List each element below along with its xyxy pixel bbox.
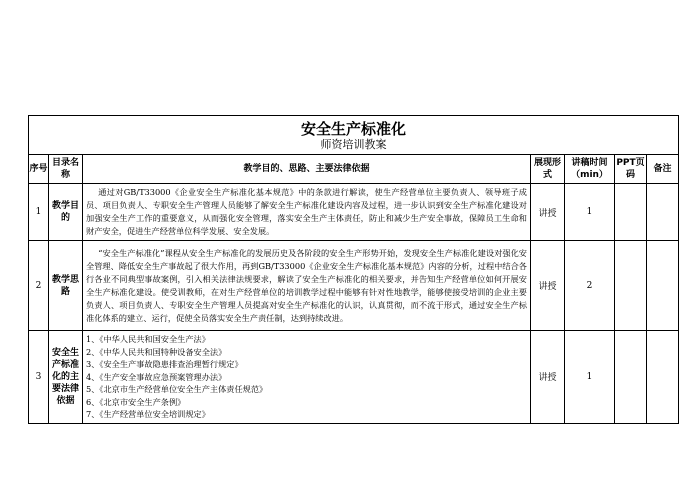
row-form: 讲授 [531, 184, 565, 241]
row-content [83, 241, 531, 331]
header-time: 讲稿时间（min） [565, 155, 615, 184]
row-ppt [615, 184, 647, 241]
header-seq: 序号 [29, 155, 49, 184]
row-seq: 3 [29, 331, 49, 424]
row-ppt [615, 331, 647, 424]
row-seq: 1 [29, 184, 49, 241]
list-item: 1、《中华人民共和国安全生产法》 [86, 334, 210, 344]
document-title: 安全生产标准化 [301, 120, 407, 138]
row-time: 1 [565, 331, 615, 424]
table-row [29, 331, 679, 424]
lesson-plan-table [28, 115, 679, 424]
row-name: 安全生产标准化的主要法律依据 [49, 331, 83, 424]
header-ppt: PPT页码 [615, 155, 647, 184]
row-form: 讲授 [531, 241, 565, 331]
row-remark [647, 331, 679, 424]
title-cell [29, 116, 679, 155]
document-subtitle: 师资培训教案 [320, 138, 387, 151]
list-item: 4、《生产安全事故应急预案管理办法》 [86, 371, 227, 382]
row-time: 1 [565, 184, 615, 241]
law-list [86, 333, 527, 421]
row-time: 2 [565, 241, 615, 331]
row-content-text: 通过对GB/T33000《企业安全生产标准化基本规范》中的条款进行解读，使生产经营单位主要负责人、领导班子成员、项目负责人、专职安全生产管理人员能够了解安全生产标准化建设内容及过程，进一步认识到安全生产标准化建设对加强安全生产工作的重要意义，从而强化安全管理，落实安全生产主体责任，防止和减少生产安全事故，保障员工生命和财产安全，促进生产经营单位科学发展、安全发展。 [86, 187, 527, 236]
row-name: 教学目的 [49, 184, 83, 241]
lesson-plan-document [28, 115, 678, 424]
list-item: 7、《生产经营单位安全培训规定》 [86, 409, 210, 419]
table-row [29, 184, 679, 241]
row-ppt [615, 241, 647, 331]
list-item: 3、《安全生产事故隐患排查治理暂行规定》 [86, 359, 243, 369]
header-name: 目录名称 [49, 155, 83, 184]
row-form: 讲授 [531, 331, 565, 424]
list-item: 5、《北京市生产经营单位安全生产主体责任规范》 [86, 384, 268, 394]
row-remark [647, 241, 679, 331]
header-form: 展现形式 [531, 155, 565, 184]
list-item: 2、《中华人民共和国特种设备安全法》 [86, 346, 227, 357]
header-content: 教学目的、思路、主要法律依据 [83, 155, 531, 184]
row-content-text: “安全生产标准化”课程从安全生产标准化的发展历史及各阶段的安全生产形势开始，发现安全生产标准化建设对强化安全管理、降低安全生产事故起了很大作用，再到GB/T33000《企业安全生产标准化基本规范》内容的分析，过程中结合各行各业不同典型事故案例，引入相关法律法规要求，解读了安全生产标准化的相关要求，并告知生产经营单位如何开展安全生产标准化建设。使受训教师，在对生产经营单位的培训教学过程中能够有针对性地教学，能够使接受培训的企业主要负责人、项目负责人、专职安全生产管理人员提高对安全生产标准化的认识，认真贯彻，而不流于形式，通过安全生产标准化体系的建立、运行，促使全员落实安全生产责任制，达到持续改进。 [86, 247, 527, 323]
row-remark [647, 184, 679, 241]
row-name: 教学思路 [49, 241, 83, 331]
header-remark: 备注 [647, 155, 679, 184]
header-row [29, 155, 679, 184]
row-content [83, 184, 531, 241]
row-content [83, 331, 531, 424]
row-seq: 2 [29, 241, 49, 331]
table-row [29, 241, 679, 331]
list-item: 6、《北京市安全生产条例》 [86, 396, 186, 407]
